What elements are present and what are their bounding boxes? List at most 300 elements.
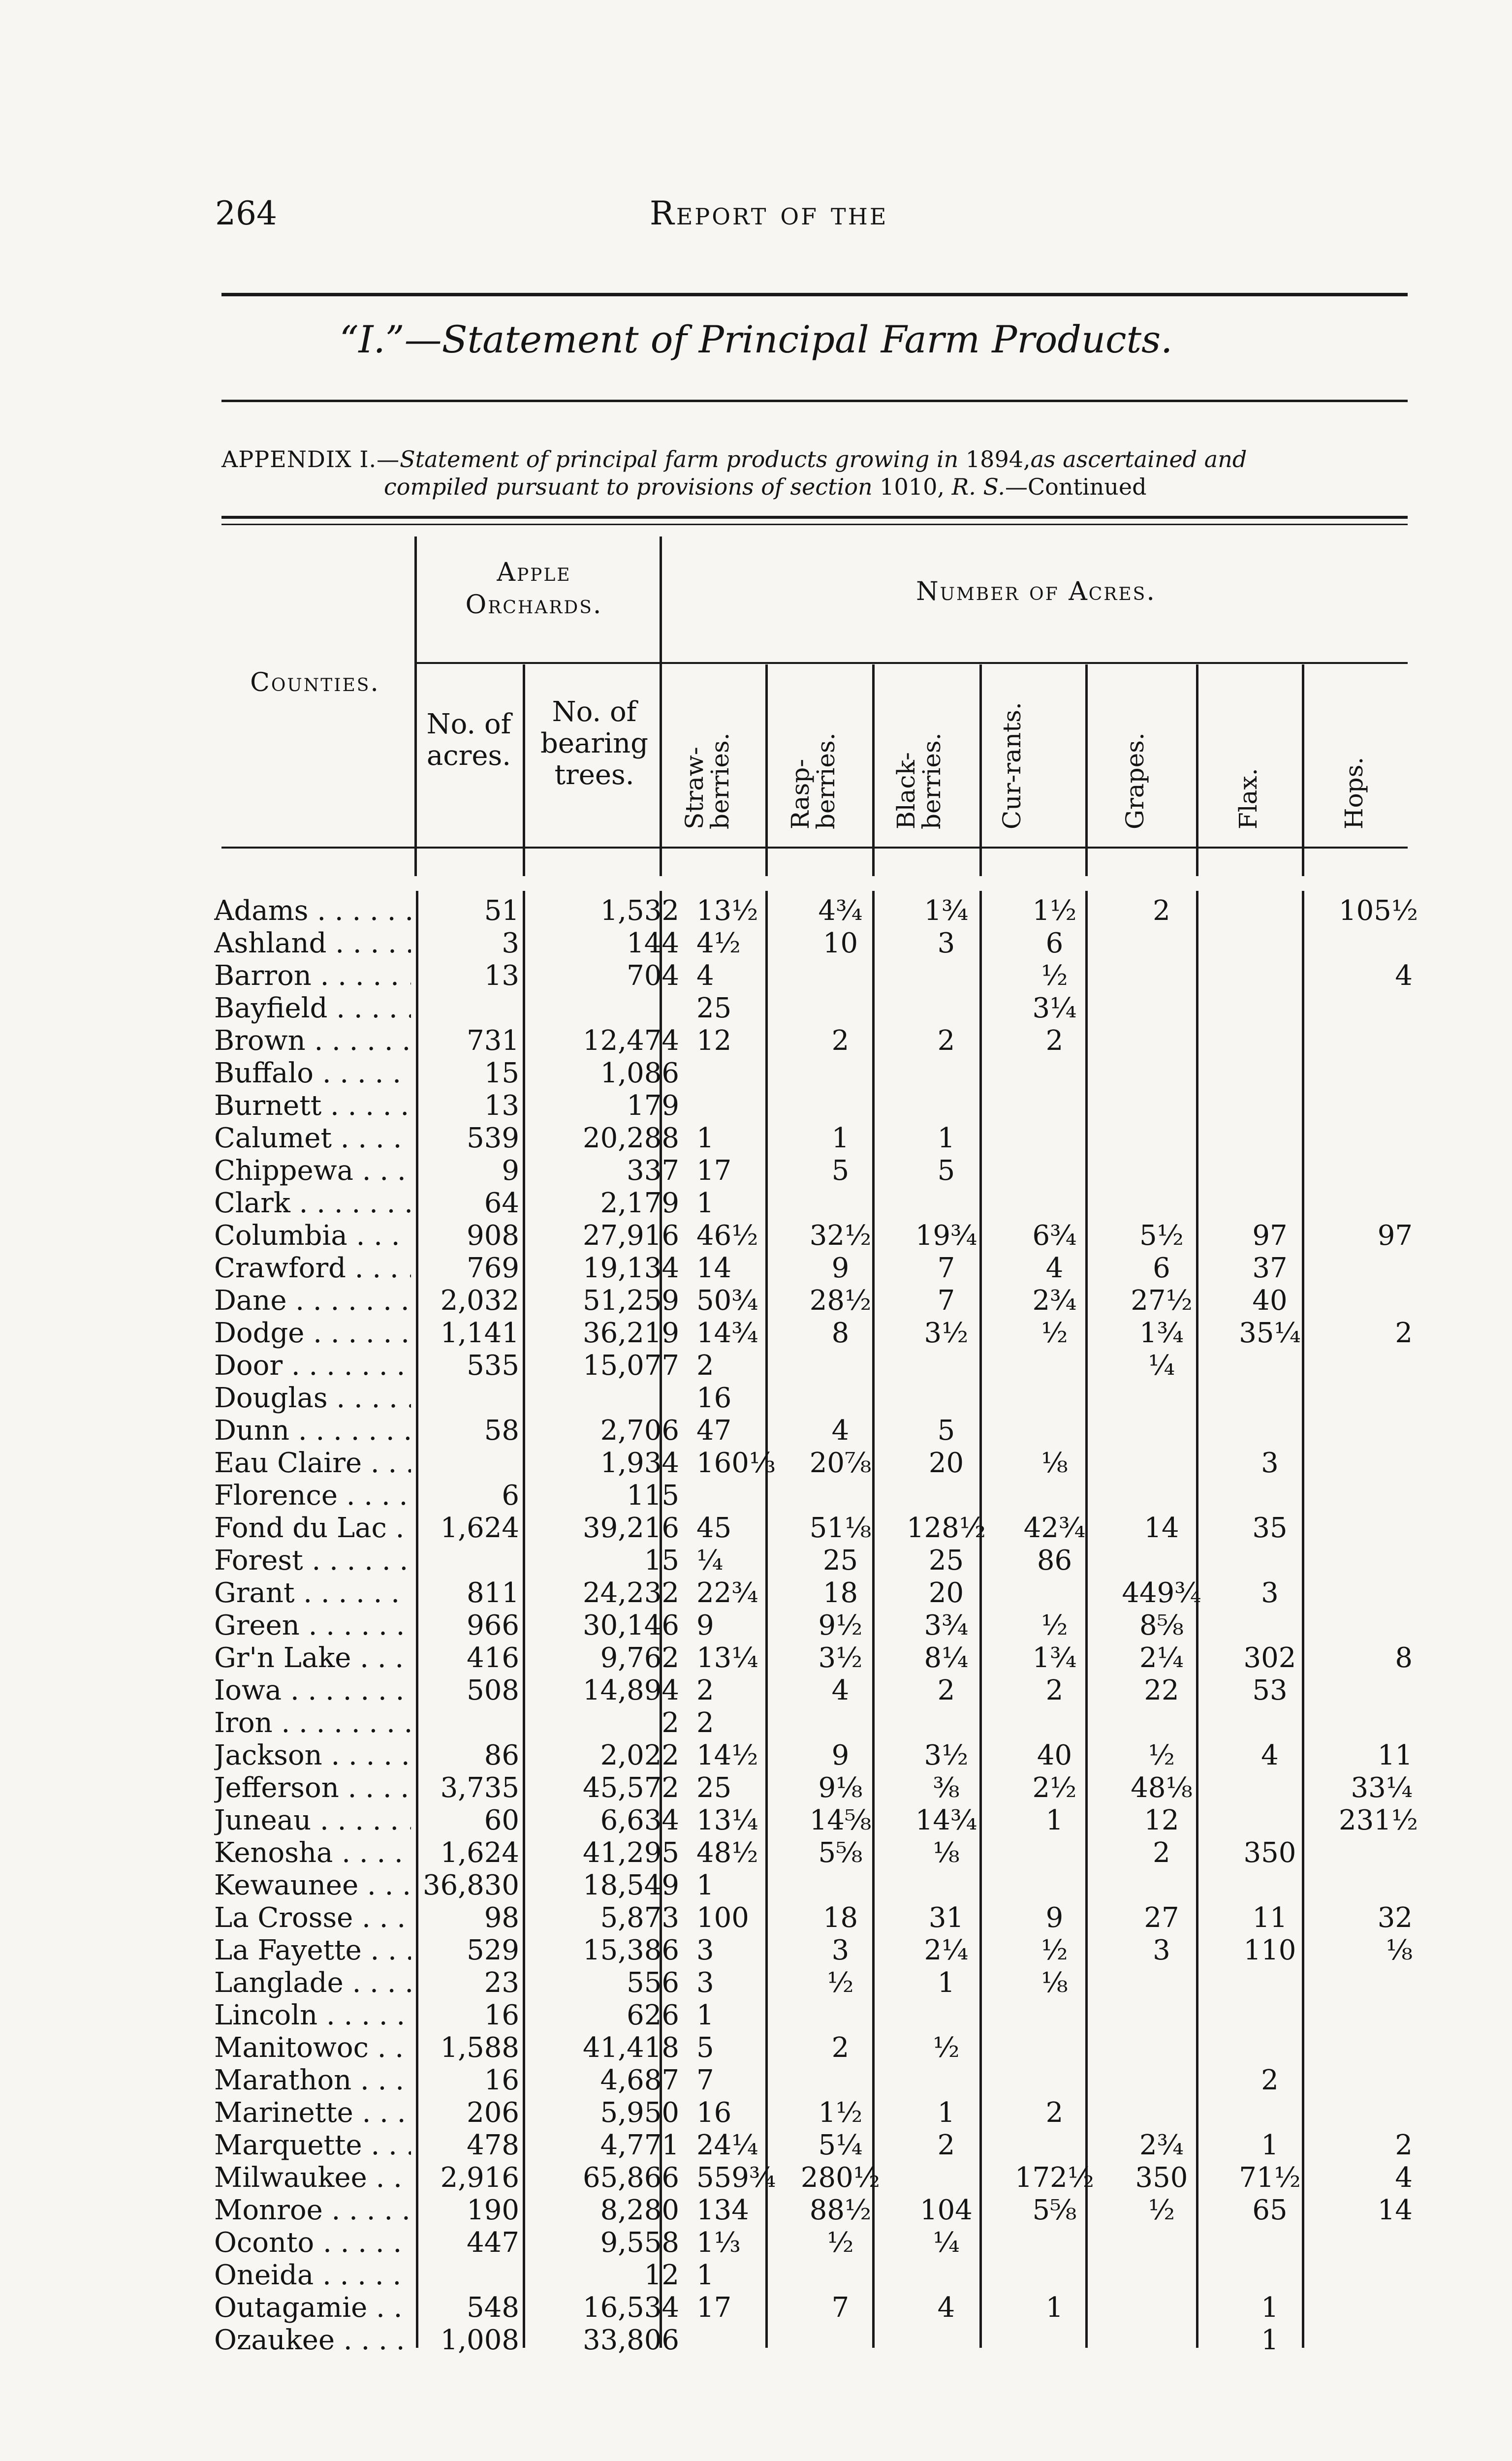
no-bearing-trees-header: No. of bearing trees. [540, 696, 648, 791]
acres-cell: 529 [467, 1934, 519, 1966]
raspberries-cell: 3½ [818, 1642, 863, 1674]
grapes-cell: 3 [1153, 1934, 1170, 1966]
county-cell: Grant . . . [214, 1577, 411, 1609]
raspberries-cell: 4 [831, 1415, 850, 1447]
currants-cell: ½ [1041, 1934, 1068, 1966]
strawberries-cell: 13¼ [696, 1642, 758, 1674]
currants-cell: 86 [1037, 1545, 1072, 1577]
page-number: 264 [215, 194, 277, 232]
col-divider-7 [1085, 664, 1088, 876]
bearing-trees-cell: 4,771 [600, 2129, 679, 2161]
flax-cell: 3 [1261, 1447, 1279, 1479]
raspberries-cell: 4¾ [818, 895, 863, 927]
acres-cell: 13 [484, 1090, 519, 1122]
strawberries-cell: 14 [696, 1252, 732, 1284]
raspberries-cell: ½ [827, 1967, 854, 1999]
bearing-trees-cell: 15,386 [583, 1934, 679, 1966]
appendix-text-2: compiled pursuant to provisions of section [384, 473, 873, 500]
strawberries-cell: 9 [696, 1609, 714, 1641]
table-row [212, 1480, 1408, 1512]
county-cell: Dunn . . . [214, 1415, 411, 1447]
bearing-trees-cell: 65,866 [583, 2162, 679, 2194]
currants-cell: ⅛ [1041, 1967, 1068, 1999]
flax-cell: 53 [1252, 1674, 1288, 1706]
county-cell: Lincoln . . . [214, 1999, 411, 2032]
acres-cell: 16 [484, 1999, 519, 2031]
currants-cell: 2½ [1032, 1772, 1077, 1804]
strawberries-cell: 1 [696, 1187, 714, 1219]
county-cell: Kenosha . . . [214, 1837, 411, 1869]
table-row [212, 2292, 1408, 2324]
strawberries-cell: 14½ [696, 1739, 758, 1771]
blackberries-cell: 3½ [924, 1739, 969, 1771]
col-divider-8 [1196, 664, 1198, 876]
blackberries-cell: 25 [928, 1545, 964, 1577]
strawberries-cell: 47 [696, 1415, 732, 1447]
county-cell: Bayfield . . . [214, 992, 411, 1025]
raspberries-cell: 9 [831, 1252, 850, 1284]
hops-cell: 11 [1377, 1739, 1413, 1771]
raspberries-cell: 1 [831, 1122, 850, 1154]
county-cell: Calumet . . . [214, 1122, 411, 1155]
acres-cell: 15 [484, 1057, 519, 1089]
bearing-trees-cell: 41,295 [583, 1837, 679, 1869]
raspberries-cell: 5⅝ [818, 1837, 863, 1869]
title-rule [221, 400, 1408, 402]
strawberries-cell: 14¾ [696, 1317, 758, 1349]
strawberries-cell: 13½ [696, 895, 758, 927]
table-row [212, 1674, 1408, 1707]
col-divider-counties [414, 536, 417, 876]
county-cell: Brown . . . [214, 1025, 411, 1057]
grapes-cell: 48⅛ [1131, 1772, 1193, 1804]
acres-cell: 6 [502, 1480, 519, 1512]
county-cell: Burnett . . . [214, 1090, 411, 1122]
blackberries-cell: ¼ [933, 2227, 960, 2259]
strawberries-cell: ¼ [696, 1545, 724, 1577]
hops-cell: 4 [1395, 960, 1413, 992]
strawberries-cell: 17 [696, 2292, 732, 2324]
acres-cell: 548 [467, 2292, 519, 2324]
col-divider-6 [979, 664, 982, 876]
raspberries-cell: 4 [831, 1674, 850, 1706]
grapes-cell: 5½ [1139, 1220, 1184, 1252]
grapes-cell: 449¾ [1122, 1577, 1201, 1609]
currants-cell: 1 [1045, 1804, 1064, 1836]
acres-cell: 416 [467, 1642, 519, 1674]
table-row [212, 1739, 1413, 1772]
county-cell: Chippewa . . . [214, 1155, 411, 1187]
county-cell: Ashland . . . [214, 927, 411, 960]
currants-cell: 4 [1045, 1252, 1064, 1284]
table-row [212, 2227, 1408, 2259]
table-top-rule [221, 516, 1408, 519]
acres-cell: 2,032 [440, 1285, 519, 1317]
acres-cell: 1,624 [440, 1512, 519, 1544]
strawberries-cell: 16 [696, 1382, 732, 1414]
col-divider-5 [872, 664, 875, 876]
section-title: “I.”—Statement of Principal Farm Products. [339, 317, 1173, 361]
bearing-trees-cell: 2 [662, 1707, 679, 1739]
strawberries-cell: 24¼ [696, 2129, 758, 2161]
strawberries-cell: 17 [696, 1155, 732, 1187]
bearing-trees-cell: 12,474 [583, 1025, 679, 1057]
table-row [212, 1642, 1413, 1674]
table-row [212, 1252, 1408, 1285]
bearing-trees-cell: 51,259 [583, 1285, 679, 1317]
acres-cell: 13 [484, 960, 519, 992]
counties-header: Counties. [250, 668, 380, 697]
blackberries-cell: ⅜ [933, 1772, 960, 1804]
raspberries-cell: 20⅞ [809, 1447, 872, 1479]
acres-cell: 1,008 [440, 2324, 519, 2356]
county-cell: Oneida . . . [214, 2259, 411, 2292]
county-cell: La Fayette . . . [214, 1934, 411, 1967]
acres-cell: 966 [467, 1609, 519, 1641]
bearing-trees-cell: 704 [627, 960, 679, 992]
county-cell: Langlade . . . [214, 1967, 411, 1999]
grapes-cell: ½ [1148, 2194, 1175, 2226]
bearing-trees-cell: 18,549 [583, 1869, 679, 1901]
county-cell: Outagamie . . . [214, 2292, 411, 2324]
table-top-rule-2 [221, 524, 1408, 525]
table-row [212, 1285, 1408, 1317]
flax-header: Flax. [1234, 768, 1262, 829]
strawberries-cell: 1 [696, 1999, 714, 2031]
table-row [212, 1317, 1413, 1350]
strawberries-cell: 559¾ [696, 2162, 776, 2194]
county-cell: Ozaukee . . . [214, 2324, 411, 2357]
table-row [212, 2064, 1408, 2097]
county-cell: Fond du Lac . . . [214, 1512, 411, 1545]
bearing-trees-cell: 14,894 [583, 1674, 679, 1706]
county-cell: Iron . . . [214, 1707, 411, 1739]
raspberries-cell: 25 [822, 1545, 858, 1577]
county-cell: Columbia . . . [214, 1220, 411, 1252]
flax-cell: 1 [1261, 2292, 1279, 2324]
currants-cell: 5⅝ [1032, 2194, 1077, 2226]
acres-cell: 539 [467, 1122, 519, 1154]
blackberries-cell: 20 [928, 1447, 964, 1479]
table-row [212, 1772, 1413, 1804]
flax-cell: 71½ [1239, 2162, 1301, 2194]
strawberries-header: Straw-berries. [680, 732, 734, 829]
bearing-trees-cell: 24,232 [583, 1577, 679, 1609]
blackberries-cell: 7 [937, 1285, 955, 1317]
acres-cell: 3 [502, 927, 519, 959]
county-cell: Florence . . . [214, 1480, 411, 1512]
currants-cell: 6¾ [1032, 1220, 1077, 1252]
grapes-cell: 2¾ [1139, 2129, 1184, 2161]
grapes-cell: ½ [1148, 1739, 1175, 1771]
county-cell: Marathon . . . [214, 2064, 411, 2097]
acres-cell: 447 [467, 2227, 519, 2259]
county-cell: Oconto . . . [214, 2227, 411, 2259]
flax-cell: 4 [1261, 1739, 1279, 1771]
grapes-cell: 27½ [1131, 1285, 1193, 1317]
table-row [212, 1447, 1408, 1480]
strawberries-cell: 1 [696, 1869, 714, 1901]
blackberries-cell: 4 [937, 2292, 955, 2324]
appendix-year: 1894, [965, 446, 1031, 473]
strawberries-cell: 100 [696, 1902, 749, 1934]
acres-cell: 60 [484, 1804, 519, 1836]
strawberries-cell: 4 [696, 960, 714, 992]
table-row [212, 2259, 1408, 2292]
acres-cell: 64 [484, 1187, 519, 1219]
grapes-cell: 27 [1144, 1902, 1179, 1934]
flax-cell: 110 [1243, 1934, 1296, 1966]
table-row [212, 1999, 1408, 2032]
col-divider-9 [1302, 664, 1304, 876]
acres-cell: 731 [467, 1025, 519, 1057]
table-row [212, 2194, 1413, 2227]
farm-products-table [212, 895, 1418, 2357]
acres-cell: 51 [484, 895, 519, 927]
blackberries-cell: 5 [937, 1415, 955, 1447]
grapes-cell: 6 [1153, 1252, 1170, 1284]
blackberries-cell: 5 [937, 1155, 955, 1187]
bearing-trees-cell: 337 [627, 1155, 679, 1187]
currants-cell: 1¾ [1032, 1642, 1077, 1674]
blackberries-cell: 128½ [906, 1512, 986, 1544]
county-cell: Clark . . . [214, 1187, 411, 1220]
hops-cell: 33¼ [1351, 1772, 1413, 1804]
hops-cell: 32 [1377, 1902, 1413, 1934]
grapes-cell: 22 [1144, 1674, 1179, 1706]
strawberries-cell: 7 [696, 2064, 714, 2096]
bearing-trees-cell: 19,134 [583, 1252, 679, 1284]
running-head: Report of the [650, 194, 888, 232]
blackberries-cell: 104 [920, 2194, 973, 2226]
blackberries-cell: 2¼ [924, 1934, 969, 1966]
county-cell: Milwaukee . . . [214, 2162, 411, 2194]
acres-cell: 1,588 [440, 2032, 519, 2064]
currants-cell: 172½ [1014, 2162, 1095, 2194]
currants-cell: 42¾ [1023, 1512, 1086, 1544]
bearing-trees-cell: 556 [627, 1967, 679, 1999]
acres-cell: 86 [484, 1739, 519, 1771]
table-row [212, 927, 1408, 960]
strawberries-cell: 16 [696, 2097, 732, 2129]
bearing-trees-cell: 41,418 [583, 2032, 679, 2064]
table-row [212, 1415, 1408, 1447]
hops-header: Hops. [1340, 757, 1368, 829]
flax-cell: 350 [1243, 1837, 1296, 1869]
flax-cell: 1 [1261, 2129, 1279, 2161]
table-row [212, 2097, 1408, 2129]
strawberries-cell: 22¾ [696, 1577, 758, 1609]
grapes-cell: ¼ [1148, 1350, 1175, 1382]
county-cell: Marquette . . . [214, 2129, 411, 2162]
strawberries-cell: 50¾ [696, 1285, 758, 1317]
table-row [212, 1967, 1408, 1999]
county-cell: Barron . . . [214, 960, 411, 992]
table-row [212, 1025, 1408, 1057]
flax-cell: 97 [1252, 1220, 1288, 1252]
currants-cell: 40 [1037, 1739, 1072, 1771]
blackberries-cell: ½ [933, 2032, 960, 2064]
grapes-cell: 8⅝ [1139, 1609, 1184, 1641]
county-cell: Kewaunee . . . [214, 1869, 411, 1902]
no-of-acres-header: No. of acres. [426, 708, 511, 772]
col-divider-apple [660, 536, 662, 876]
bearing-trees-cell: 15 [644, 1545, 679, 1577]
flax-cell: 37 [1252, 1252, 1288, 1284]
bearing-trees-cell: 16,534 [583, 2292, 679, 2324]
appendix-text-1: Statement of principal farm products growing in [400, 446, 959, 473]
bearing-trees-cell: 1,086 [600, 1057, 679, 1089]
strawberries-cell: 3 [696, 1934, 714, 1966]
appendix-caption [221, 445, 1403, 501]
blackberries-cell: 20 [928, 1577, 964, 1609]
blackberries-cell: 31 [928, 1902, 964, 1934]
bearing-trees-cell: 30,146 [583, 1609, 679, 1641]
table-row [212, 1187, 1408, 1220]
acres-cell: 508 [467, 1674, 519, 1706]
currants-cell: ½ [1041, 1317, 1068, 1349]
table-row [212, 2162, 1413, 2194]
strawberries-cell: 1 [696, 1122, 714, 1154]
hops-cell: 105½ [1339, 895, 1418, 927]
blackberries-cell: 8¼ [924, 1642, 969, 1674]
county-cell: Juneau . . . [214, 1804, 411, 1837]
bearing-trees-cell: 45,572 [583, 1772, 679, 1804]
strawberries-cell: 4½ [696, 927, 741, 959]
acres-cell: 1,141 [440, 1317, 519, 1349]
bearing-trees-cell: 626 [627, 1999, 679, 2031]
appendix-text-1b: as ascertained and [1030, 446, 1247, 473]
bearing-trees-cell: 8,280 [600, 2194, 679, 2226]
bearing-trees-cell: 115 [627, 1480, 679, 1512]
currants-cell: 1 [1045, 2292, 1064, 2324]
raspberries-cell: 28½ [809, 1285, 872, 1317]
blackberries-header: Black-berries. [892, 732, 946, 829]
apple-orchards-header: Apple Orchards. [465, 558, 603, 620]
strawberries-cell: 3 [696, 1967, 714, 1999]
blackberries-cell: 7 [937, 1252, 955, 1284]
table-row [212, 1155, 1408, 1187]
strawberries-cell: 45 [696, 1512, 732, 1544]
currants-cell: 2 [1045, 1674, 1064, 1706]
county-cell: Iowa . . . [214, 1674, 411, 1707]
header-bottom-rule [221, 847, 1408, 849]
blackberries-cell: 1¾ [924, 895, 969, 927]
hops-cell: 14 [1377, 2194, 1413, 2226]
grapes-cell: 2 [1153, 895, 1170, 927]
blackberries-cell: ⅛ [933, 1837, 960, 1869]
bearing-trees-cell: 9,558 [600, 2227, 679, 2259]
flax-cell: 35¼ [1239, 1317, 1301, 1349]
county-cell: La Crosse . . . [214, 1902, 411, 1934]
table-row [212, 1220, 1413, 1252]
table-row [212, 1122, 1408, 1155]
hops-cell: 8 [1395, 1642, 1413, 1674]
strawberries-cell: 5 [696, 2032, 714, 2064]
apple-subheader-rule [416, 662, 660, 664]
appendix-section: 1010, [880, 473, 945, 500]
bearing-trees-cell: 2,022 [600, 1739, 679, 1771]
county-cell: Douglas . . . [214, 1382, 411, 1415]
hops-cell: ⅛ [1386, 1934, 1413, 1966]
raspberries-cell: 18 [822, 1902, 858, 1934]
raspberries-cell: 10 [822, 927, 858, 959]
strawberries-cell: 25 [696, 1772, 732, 1804]
bearing-trees-cell: 5,950 [600, 2097, 679, 2129]
raspberries-cell: 18 [822, 1577, 858, 1609]
acres-cell: 811 [467, 1577, 519, 1609]
strawberries-cell: 12 [696, 1025, 732, 1057]
bearing-trees-cell: 20,288 [583, 1122, 679, 1154]
county-cell: Manitowoc . . . [214, 2032, 411, 2064]
grapes-cell: 350 [1135, 2162, 1188, 2194]
col-divider-2 [523, 664, 525, 876]
county-cell: Jefferson . . . [214, 1772, 411, 1804]
bearing-trees-cell: 33,806 [583, 2324, 679, 2356]
currants-cell: 3¼ [1032, 992, 1077, 1024]
appendix-continued: —Continued [1005, 473, 1147, 500]
bearing-trees-cell: 2,179 [600, 1187, 679, 1219]
grapes-cell: 1¾ [1139, 1317, 1184, 1349]
table-row [212, 1090, 1408, 1122]
table-row [212, 2032, 1408, 2064]
currants-cell: ½ [1041, 1609, 1068, 1641]
number-of-acres-header: Number of Acres. [916, 577, 1156, 606]
blackberries-cell: 1 [937, 1967, 955, 1999]
strawberries-cell: 25 [696, 992, 732, 1024]
strawberries-cell: 134 [696, 2194, 749, 2226]
table-row [212, 1609, 1408, 1642]
county-cell: Adams . . . [214, 895, 411, 927]
bearing-trees-cell: 1,532 [600, 895, 679, 927]
raspberries-cell: 7 [831, 2292, 850, 2324]
county-cell: Forest . . . [214, 1545, 411, 1577]
blackberries-cell: 2 [937, 1025, 955, 1057]
top-rule [221, 293, 1408, 296]
acres-cell: 36,830 [423, 1869, 519, 1901]
county-cell: Green . . . [214, 1609, 411, 1642]
bearing-trees-cell: 12 [644, 2259, 679, 2291]
strawberries-cell: 46½ [696, 1220, 758, 1252]
raspberries-cell: ½ [827, 2227, 854, 2259]
acres-cell: 58 [484, 1415, 519, 1447]
acres-cell: 2,916 [440, 2162, 519, 2194]
county-cell: Marinette . . . [214, 2097, 411, 2129]
acres-cell: 206 [467, 2097, 519, 2129]
acres-cell: 3,735 [440, 1772, 519, 1804]
raspberries-cell: 2 [831, 1025, 850, 1057]
strawberries-cell: 2 [696, 1674, 714, 1706]
county-cell: Eau Claire . . . [214, 1447, 411, 1480]
currants-cell: 6 [1045, 927, 1064, 959]
table-row [212, 1902, 1413, 1934]
acres-cell: 190 [467, 2194, 519, 2226]
strawberries-cell: 48½ [696, 1837, 758, 1869]
county-cell: Dodge . . . [214, 1317, 411, 1350]
currants-cell: ½ [1041, 960, 1068, 992]
hops-cell: 97 [1377, 1220, 1413, 1252]
bearing-trees-cell: 27,916 [583, 1220, 679, 1252]
flax-cell: 2 [1261, 2064, 1279, 2096]
raspberries-cell: 51⅛ [809, 1512, 872, 1544]
blackberries-cell: 1 [937, 2097, 955, 2129]
table-row [212, 1382, 1408, 1415]
strawberries-cell: 13¼ [696, 1804, 758, 1836]
strawberries-cell: 2 [696, 1350, 714, 1382]
raspberries-cell: 5 [831, 1155, 850, 1187]
acres-cell: 23 [484, 1967, 519, 1999]
bearing-trees-cell: 144 [627, 927, 679, 959]
